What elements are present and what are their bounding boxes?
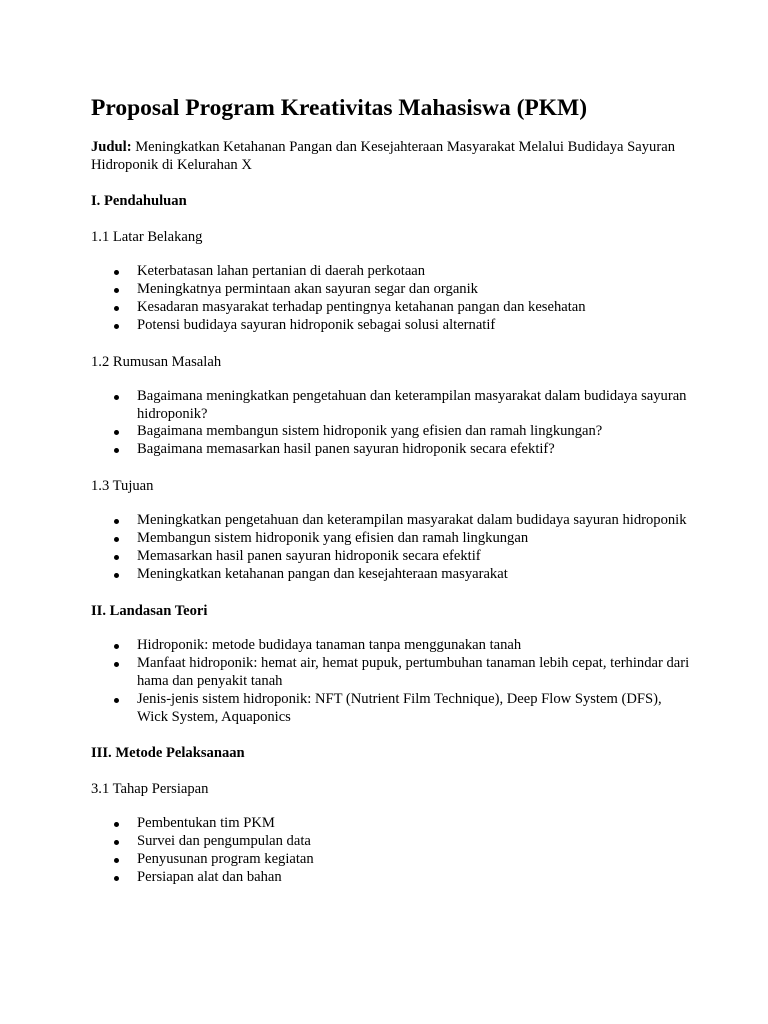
bullet-icon — [114, 519, 119, 524]
list-item — [91, 566, 691, 584]
list-item-text: Jenis-jenis sistem hidroponik: NFT (Nutrient Film Technique), Deep Flow System (DFS), Wick System, Aquaponics — [137, 690, 662, 725]
list-item — [91, 423, 691, 441]
latar-belakang-list — [91, 263, 691, 335]
list-item — [91, 388, 691, 424]
bullet-icon — [114, 876, 119, 881]
list-item-text: Potensi budidaya sayuran hidroponik sebagai solusi alternatif — [137, 316, 496, 333]
bullet-icon — [114, 858, 119, 863]
list-item-text: Membangun sistem hidroponik yang efisien dan ramah lingkungan — [137, 530, 529, 547]
list-item — [91, 833, 691, 851]
bullet-icon — [114, 573, 119, 578]
list-item — [91, 655, 691, 691]
list-item — [91, 512, 691, 530]
list-item — [91, 548, 691, 566]
section-heading-pendahuluan: I. Pendahuluan — [91, 193, 187, 209]
bullet-icon — [114, 555, 119, 560]
bullet-icon — [114, 430, 119, 435]
list-item-text: Kesadaran masyarakat terhadap pentingnya ketahanan pangan dan kesehatan — [137, 298, 586, 315]
judul-text: Meningkatkan Ketahanan Pangan dan Kesejahteraan Masyarakat Melalui Budidaya Sayuran Hidroponik di Kelurahan X — [91, 139, 675, 173]
list-item-text: Meningkatkan ketahanan pangan dan kesejahteraan masyarakat — [137, 565, 508, 582]
bullet-icon — [114, 840, 119, 845]
list-item-text: Pembentukan tim PKM — [137, 815, 275, 832]
list-item-text: Bagaimana meningkatkan pengetahuan dan keterampilan masyarakat dalam budidaya sayuran hidroponik? — [137, 387, 687, 422]
list-item — [91, 637, 691, 655]
subsection-heading-tahap-persiapan: 3.1 Tahap Persiapan — [91, 781, 209, 798]
bullet-icon — [114, 822, 119, 827]
list-item-text: Penyusunan program kegiatan — [137, 851, 314, 868]
proposal-title-paragraph — [91, 138, 691, 174]
list-item — [91, 869, 691, 887]
list-item-text: Survei dan pengumpulan data — [137, 833, 311, 850]
list-item — [91, 263, 691, 281]
list-item — [91, 317, 691, 335]
bullet-icon — [114, 537, 119, 542]
list-item-text: Memasarkan hasil panen sayuran hidroponik secara efektif — [137, 548, 481, 565]
list-item-text: Meningkatnya permintaan akan sayuran segar dan organik — [137, 280, 478, 297]
subsection-heading-rumusan-masalah: 1.2 Rumusan Masalah — [91, 353, 222, 370]
list-item-text: Keterbatasan lahan pertanian di daerah perkotaan — [137, 263, 426, 279]
list-item — [91, 530, 691, 548]
bullet-icon — [114, 698, 119, 703]
bullet-icon — [114, 395, 119, 400]
list-item — [91, 281, 691, 299]
list-item-text: Bagaimana membangun sistem hidroponik yang efisien dan ramah lingkungan? — [137, 423, 603, 440]
landasan-teori-list — [91, 637, 691, 727]
bullet-icon — [114, 324, 119, 329]
bullet-icon — [114, 288, 119, 293]
list-item-text: Manfaat hidroponik: hemat air, hemat pupuk, pertumbuhan tanaman lebih cepat, terhindar dari hama dan penyakit tanah — [137, 654, 690, 689]
subsection-heading-latar-belakang: 1.1 Latar Belakang — [91, 229, 203, 245]
subsection-heading-tujuan: 1.3 Tujuan — [91, 478, 154, 495]
bullet-icon — [114, 644, 119, 649]
document-title: Proposal Program Kreativitas Mahasiswa (PKM) — [91, 95, 588, 121]
section-heading-landasan-teori: II. Landasan Teori — [91, 602, 208, 619]
list-item — [91, 851, 691, 869]
bullet-icon — [114, 306, 119, 311]
list-item — [91, 815, 691, 833]
judul-label: Judul: — [91, 139, 132, 155]
document-page — [91, 94, 691, 887]
list-item — [91, 441, 691, 459]
list-item — [91, 691, 691, 727]
list-item — [91, 299, 691, 317]
list-item-text: Meningkatkan pengetahuan dan keterampilan masyarakat dalam budidaya sayuran hidroponik — [137, 512, 687, 529]
bullet-icon — [114, 270, 119, 275]
list-item-text: Bagaimana memasarkan hasil panen sayuran hidroponik secara efektif? — [137, 441, 555, 458]
bullet-icon — [114, 662, 119, 667]
section-heading-metode-pelaksanaan: III. Metode Pelaksanaan — [91, 745, 245, 762]
bullet-icon — [114, 448, 119, 453]
rumusan-masalah-list — [91, 388, 691, 460]
tujuan-list — [91, 512, 691, 584]
tahap-persiapan-list — [91, 815, 691, 887]
list-item-text: Hidroponik: metode budidaya tanaman tanpa menggunakan tanah — [137, 636, 522, 653]
list-item-text: Persiapan alat dan bahan — [137, 869, 282, 886]
